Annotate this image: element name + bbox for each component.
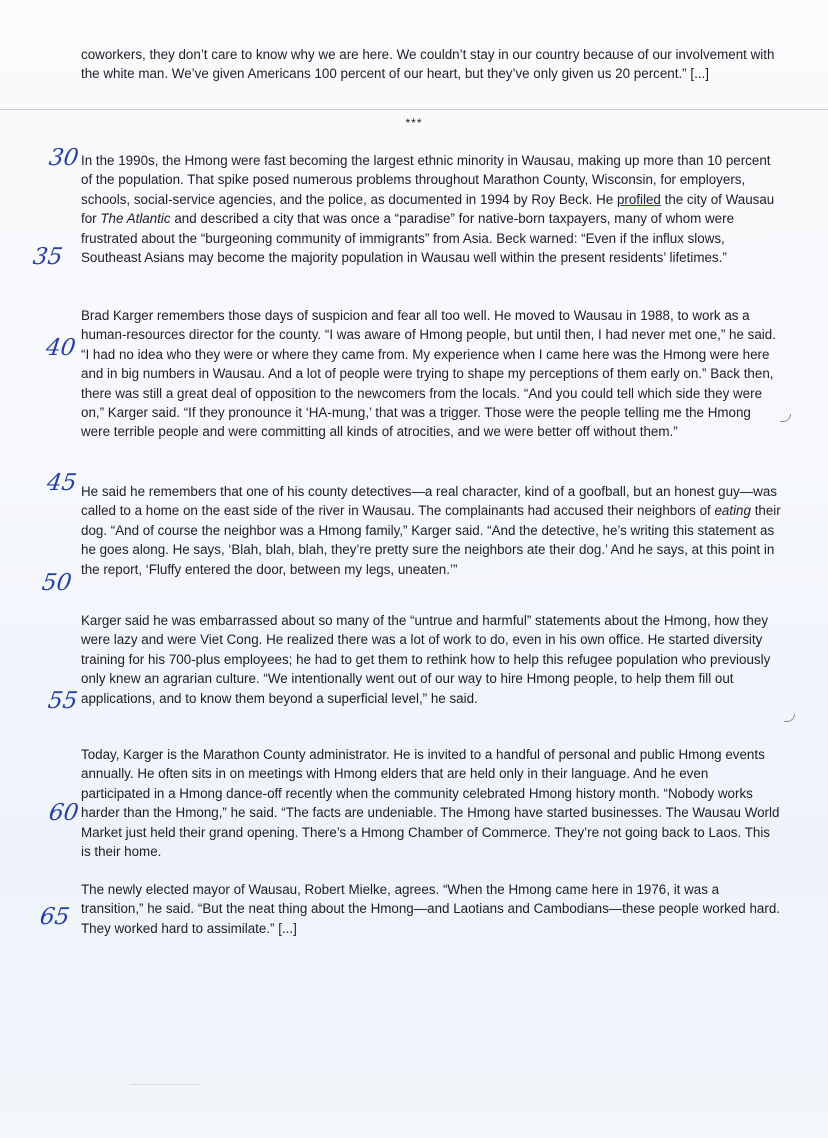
publication-title: The Atlantic: [100, 211, 171, 227]
paragraph-intro: coworkers, they don’t care to know why we are here. We couldn’t stay in our country because of our involvement with the white man. We’ve given Americans 100 percent of our heart, but they’ve only given us 20 percent.” [...]: [81, 47, 775, 82]
page-break-rule: [0, 109, 828, 110]
paragraph-mayor: The newly elected mayor of Wausau, Robert Mielke, agrees. “When the Hmong came here in 1976, it was a transition,” he said. “But the neat thing about the Hmong—and Laotians and Cambodians—these people worked hard. They worked hard to assimilate.” [...]: [81, 882, 780, 936]
profiled-link: profiled: [616, 191, 661, 207]
paragraph-detective: [81, 482, 781, 579]
emphasis-eating: eating: [714, 503, 751, 519]
margin-number-30: 30: [47, 145, 81, 171]
margin-number-45: 45: [45, 470, 79, 496]
paragraph-detective-text-a: He said he remembers that one of his county detectives—a real character, kind of a goofball, but an honest guy—was called to a home on the east side of the river in Wausau. The complainants had accused their neighbors of: [81, 484, 777, 519]
paragraph-today: Today, Karger is the Marathon County administrator. He is invited to a handful of personal and public Hmong events annually. He often sits in on meetings with Hmong elders that are held only in their language. And he even participated in a Hmong dance-off recently when the community celebrated Hmong history month. “Nobody works harder than the Hmong,” he said. “The facts are undeniable. The Hmong have started businesses. The Wausau World Market just held their grand opening. There’s a Hmong Chamber of Commerce. They’re not going back to Laos. This is their home.: [81, 747, 780, 860]
check-mark-icon: [780, 414, 791, 422]
scan-artifact: [130, 1084, 200, 1085]
margin-number-35: 35: [31, 244, 65, 270]
check-mark-icon: [784, 714, 795, 722]
paragraph-1990s-text-a: In the 1990s, the Hmong were fast becoming the largest ethnic minority in Wausau, making up more than 10 percent of the population. That spike posed numerous problems throughout Marathon County, Wisconsin, for employers, schools, social-service agencies, and the police, as documented in 1994 by Roy Beck. He: [81, 153, 771, 207]
margin-number-65: 65: [38, 904, 72, 930]
section-separator: ***: [405, 116, 423, 130]
margin-number-55: 55: [46, 688, 80, 714]
margin-number-60: 60: [47, 800, 81, 826]
paragraph-1990s: [81, 151, 781, 267]
paragraph-detective-text-b: their dog. “And of course the neighbor was a Hmong family,” Karger said. “And the detective, he’s writing this statement as he goes along. He says, ‘Blah, blah, blah, they’re pretty sure the neighbors ate their dog.’ And he says, at this point in the report, ‘Fluffy entered the door, between my legs, uneaten.’”: [81, 503, 781, 577]
margin-number-50: 50: [40, 570, 74, 596]
paragraph-karger: Brad Karger remembers those days of suspicion and fear all too well. He moved to Wausau in 1988, to work as a human-resources director for the county. “I was aware of Hmong people, but until then, I had never met one,” he said. “I had no idea who they were or where they came from. My experience when I came here was the Hmong were here and in big numbers in Wausau. And a lot of people were trying to shape my perceptions of them early on.” Back then, there was still a great deal of opposition to the newcomers from the locals. “And you could tell which side they were on,” Karger said. “If they pronounce it ‘HA-mung,’ that was a trigger. Those were the people telling me the Hmong were terrible people and were committing all kinds of atrocities, and we were better off without them.”: [81, 308, 776, 440]
paragraph-1990s-text-b: the city of Wausau for: [81, 191, 775, 227]
paragraph-1990s-text-c: and described a city that was once a “paradise” for native-born taxpayers, many of whom were frustrated about the “burgeoning community of immigrants” from Asia. Beck warned: “Even if the influx slows, Southeast Asians may become the majority population in Wausau well within the present residents’ lifetimes.”: [81, 211, 735, 266]
margin-number-40: 40: [44, 335, 78, 361]
paragraph-embarrassed: Karger said he was embarrassed about so many of the “untrue and harmful” statements about the Hmong, how they were lazy and were Viet Cong. He realized there was a lot of work to do, even in his own office. He started diversity training for his 700-plus employees; he had to get them to rethink how to help this refugee population who previously only knew an agrarian culture. “We intentionally went out of our way to hire Hmong people, to help them fill out applications, and to know them beyond a superficial level,” he said.: [81, 613, 771, 706]
